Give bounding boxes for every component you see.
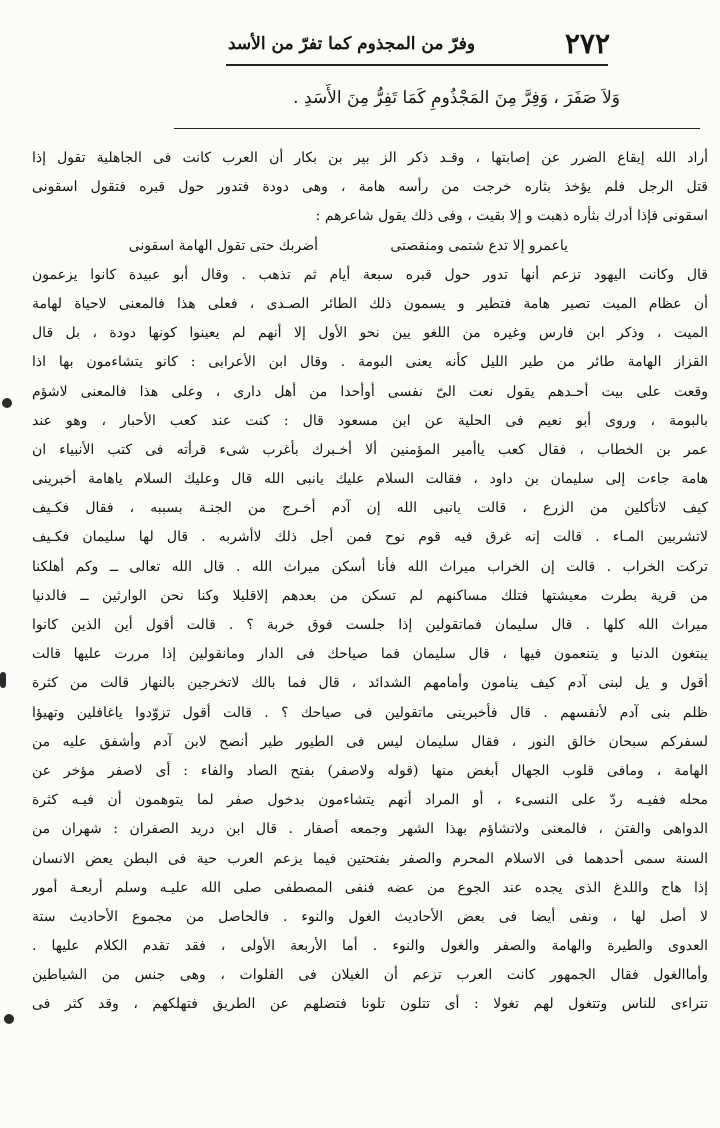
text-line: الميت ، وذكر ابن فارس وغيره من اللغو يين نحو الأول إلا أنهم لم يعينوا كونها دودة ، بل قال bbox=[32, 325, 708, 342]
margin-ink-mark bbox=[4, 1014, 14, 1024]
text-line: تتراءى للناس وتتغول لهم تغولا : أى تتلون تلونا فتضلهم عن الطريق فتهلكهم ، وقد كثر فى bbox=[32, 996, 708, 1013]
text-line: أن عظام الميت تصير هامة فتطير و يسمون ذلك الطائر الصـدى ، فعلى هذا فالمعنى لاحياة لهامة bbox=[32, 295, 708, 312]
running-title: وفرّ من المجذوم كما تفرّ من الأسد bbox=[228, 34, 476, 54]
text-line: من قرية بطرت معيشتها فتلك مساكنهم لم تسكن من بعدهم إلاقليلا وكنا نحن الوارثين ــ فالدنيا bbox=[32, 587, 708, 604]
text-line: عمر بن الخطاب ، فقال كعب ياأمير المؤمنين ألا أخـبرك بأغرب شىء قرأته فى كتب الأنبياء ان bbox=[32, 441, 708, 458]
text-line: وأماالغول فقال الجمهور كانت العرب تزعم أن الغيلان فى الفلوات ، وهى جنس من الشياطين bbox=[32, 967, 708, 984]
text-line: بالبومة ، وروى أبو نعيم فى الحلية عن ابن مسعود قال : كنت عند كعب الأحبار ، وهو عند bbox=[32, 412, 708, 429]
poem-verse bbox=[32, 232, 708, 261]
text-line: ميراث الله كلها . قال سليمان فماتقولين إذا جلست فوق خربة ؟ . قالت أقول أين الذين كانوا bbox=[32, 617, 708, 633]
text-line: إذا هاج واللدغ الذى يجده عند الجوع من عضه فنفى المصطفى صلى الله عليـه وسلم أربعـة أمور bbox=[32, 879, 708, 896]
poem-second-hemistich: أضربك حتى تقول الهامة اسقونى bbox=[128, 237, 318, 254]
text-line: قال وكانت اليهود تزعم أنها تدور حول قبره سبعة أيام ثم تذهب . وقال أبو عبيدة كانوا يزعمون bbox=[32, 266, 708, 283]
text-line: لسفركم سبحان خالق النور ، فقال سليمان ليس فى الطيور طير أنصح لابن آدم وأشفق عليه من bbox=[32, 733, 708, 750]
text-line: هامة جاءت إلى سليمان بن داود ، فقالت السلام عليك يانبى الله قال وعليك السلام ياهامة أخبرينى bbox=[32, 471, 708, 488]
text-line: يبتغون الدنيا و يتنعمون فيها ، قال سليمان فما صياحك فى الدار ومانقولين إذا مررت عليها قالت bbox=[32, 646, 708, 663]
text-line: القزاز الهامة طائر من طير الليل كأنه يعنى البومة . وقال ابن الأعرابى : كانو يتشاءمون بها اذا bbox=[32, 354, 708, 371]
text-line: السنة سمى أحدهما فى الاسلام المحرم والصفر بفتحتين فيما يزعم العرب حية فى البطن يعض الانسان bbox=[32, 850, 708, 867]
text-line: قتل الرجل فلم يؤخذ بثاره خرجت من رأسه هامة ، وهى دودة فتدور حول قبره فتقول اسقونى bbox=[32, 179, 708, 196]
text-line: العدوى والطيرة والهامة والصفر والغول والنوء . أما الأربعة الأولى ، فقد تقدم الكلام عليها . bbox=[32, 938, 708, 955]
header-rule bbox=[226, 64, 608, 66]
text-line: محله ففيـه ردّ على النسىء ، أو المراد أنهم يتشاءمون بدخول صفر لما يتوهمون أن فيـه كثرة bbox=[32, 792, 708, 809]
text-line: لا أصل لها ، ونفى أيضا فى بعض الأحاديث الغول والنوء . فالحاصل من مجموع الأحاديث ستة bbox=[32, 908, 708, 925]
text-line: ظلم بنى آدم لأنفسهم . قال فأخبرينى ماتقولين فى صياحك ؟ . قالت أقول تزوّدوا ياغافلين وتهيؤا bbox=[32, 704, 708, 721]
page-number: ٢٧٢ bbox=[564, 27, 610, 60]
margin-ink-mark bbox=[2, 398, 12, 408]
page-header bbox=[228, 24, 610, 64]
text-line: أقول و يل لبنى آدم كيف ينامون وأمامهم الشدائد ، قال فما بالك لاتخرجين بالنهار قالت من كثرة bbox=[32, 675, 708, 692]
text-line: لاتشربين المـاء . قالت إنه غرق فيه قوم نوح فمن أجل ذلك لاأشربه . قال لها سليمان فكـيف bbox=[32, 529, 708, 546]
poem-first-hemistich: ياعمرو إلا تدع شتمى ومنقصتى bbox=[390, 237, 568, 254]
margin-ink-mark bbox=[0, 672, 6, 688]
verse-rule bbox=[174, 128, 700, 129]
text-line: أراد الله إيقاع الضرر عن إصابتها ، وقـد ذكر الز بير بن بكار أن العرب كانت فى الجاهلية تقول إذا bbox=[32, 150, 708, 166]
text-line: كيف لاتأكلين من الزرع ، قالت يانبى الله إن آدم أخـرج من الجنـة بسببه ، فقال فكـيف bbox=[32, 500, 708, 517]
body-text bbox=[32, 144, 708, 1020]
text-line: اسقونى فإذا أدرك بثأره ذهبت و إلا بقيت ، وفى ذلك يقول شاعرهم : bbox=[315, 208, 708, 225]
text-line: الهامة ، ومافى قلوب الجهال أبغض منها (قوله ولاصفر) بفتح الصاد والفاء : أى لاصفر مؤخر عن bbox=[32, 762, 708, 779]
text-line: تركت الخراب . قالت إن الخراب ميراث الله فأنا أسكن ميراث الله . قال الله تعالى ــ وكم أهلكنا bbox=[32, 558, 708, 575]
text-line: وقعت على بيت أحـدهم يقول نعت الىّ نفسى أوأحدا من أهل دارى ، وعلى هذا فالمعنى لاشؤم bbox=[32, 383, 708, 400]
text-line: الدواهى والفتن ، فالمعنى ولاتشاؤم بهذا الشهر وجمعه أصفار . قال ابن دريد الصفران : شهران من bbox=[32, 821, 708, 838]
hadith-verse: وَلاَ صَفَرَ ، وَفِرَّ مِنَ المَجْذُومِ كَمَا تَفِرُّ مِنَ الأَسَدِ . bbox=[293, 88, 620, 108]
